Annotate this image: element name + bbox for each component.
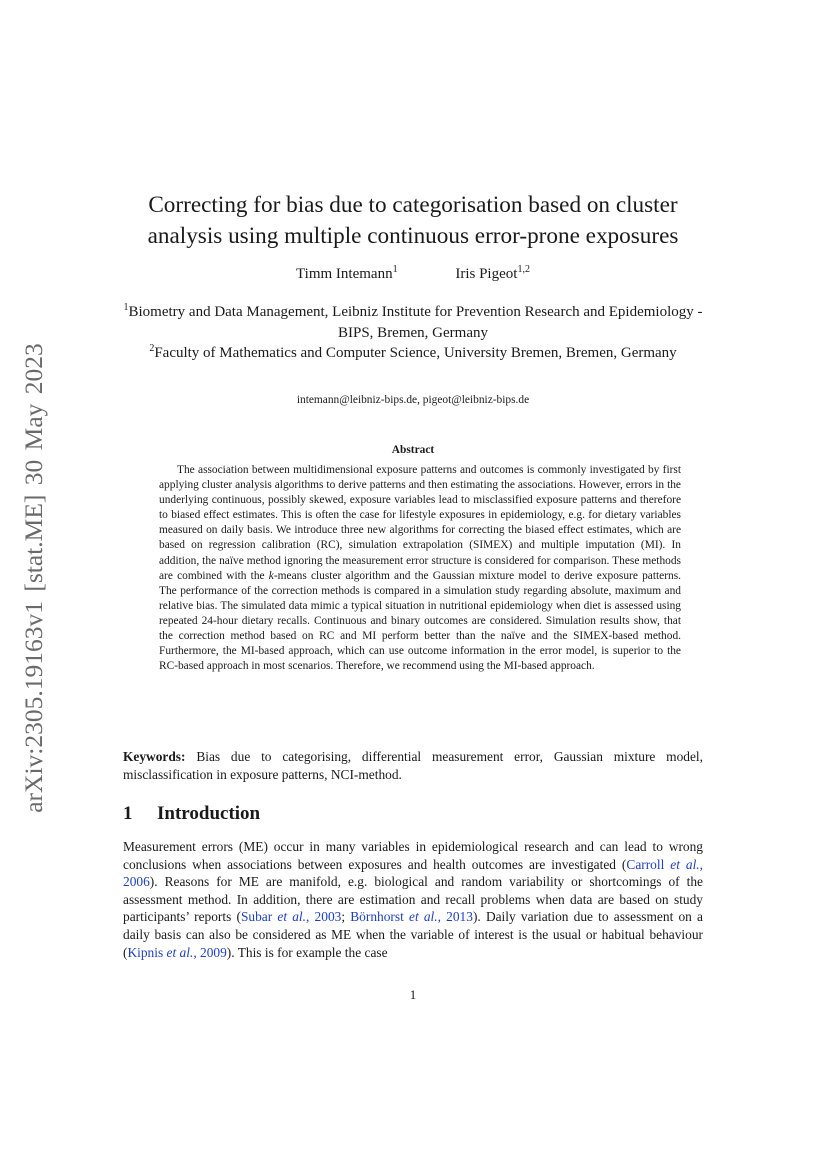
author-1-affil-mark: 1 [392, 264, 398, 275]
section-heading-introduction [123, 803, 703, 825]
affiliation-1-text: Biometry and Data Management, Leibniz Institute for Prevention Research and Epidemiology - BIPS, Bremen, Germany [128, 304, 703, 341]
keywords-text: Bias due to categorising, differential measurement error, Gaussian mixture model, misclassification in exposure patterns, NCI-method. [123, 749, 704, 782]
author-2-affil-mark: 1,2 [517, 264, 530, 275]
affiliation-2-text: Faculty of Mathematics and Computer Science, University Bremen, Bremen, Germany [154, 345, 677, 361]
citation-bornhorst-2013[interactable] [350, 909, 473, 924]
citation-bornhorst-name: Börnhorst [350, 909, 409, 925]
keywords [123, 748, 703, 783]
author-2-name: Iris Pigeot [455, 266, 518, 282]
abstract-text-part-1: The association between multidimensional exposure patterns and outcomes is commonly investigated by first applying cluster analysis algorithms to derive patterns and then estimating the associations. However, errors in the underlying continuous, possibly skewed, exposure variables lead to misclassified exposure patterns and therefore to biased effect estimates. This is often the case for lifestyle exposures in epidemiology, e.g. for dietary variables measured on daily basis. We introduce three new algorithms for correcting the biased effect estimates, which are based on regression calibration (RC), simulation extrapolation (SIMEX) and multiple imputation (MI). In addition, the naïve method ignoring the measurement error structure is considered for comparison. These methods are combined with the [159, 464, 681, 582]
author-emails: intemann@leibniz-bips.de, pigeot@leibniz-bips.de [296, 394, 530, 406]
title-line-1: Correcting for bias due to categorisation based on cluster [148, 192, 678, 218]
intro-text-1: Measurement errors (ME) occur in many variables in epidemiological research and can lead to wrong conclusions when associations between exposures and health outcomes are investigated ( [123, 839, 703, 872]
citation-bornhorst-etal: et al. [409, 909, 438, 925]
citation-subar-2003[interactable] [241, 909, 341, 924]
abstract-text-part-2: -means cluster algorithm and the Gaussian mixture model to derive exposure patterns. The performance of the correction methods is compared in a simulation study regarding absolute, maximum and relative bias. The simulated data mimic a typical situation in nutritional epidemiology when diet is assessed using repeated 24-hour dietary recalls. Continuous and binary outcomes are considered. Simulation results show, that the correction method based on RC and MI perform better than the naïve and the SIMEX-based method. Furthermore, the MI-based approach, which can use outcome information in the error model, is superior to the RC-based approach in most scenarios. Therefore, we recommend using the MI-based approach. [159, 569, 681, 673]
section-title: Introduction [157, 803, 261, 824]
keywords-label: Keywords: [123, 749, 186, 764]
citation-subar-name: Subar [240, 909, 278, 925]
title-line-2: analysis using multiple continuous error-prone exposures [147, 223, 679, 249]
affiliation-2 [123, 343, 703, 364]
affiliation-2-mark: 2 [149, 343, 155, 354]
citation-subar-year: , 2003 [306, 909, 342, 925]
citation-kipnis-name: Kipnis [127, 944, 167, 960]
author-2 [455, 266, 530, 283]
citation-carroll-etal: et al. [670, 856, 700, 872]
author-1-name: Timm Intemann [296, 266, 393, 282]
intro-text-4: ). This is for example the case [226, 944, 388, 960]
citation-kipnis-etal: et al. [166, 944, 194, 960]
author-1 [296, 266, 398, 283]
introduction-paragraph [123, 838, 703, 961]
abstract-k-italic: k [268, 569, 274, 582]
affiliation-1-mark: 1 [123, 302, 129, 313]
affiliations [123, 302, 703, 364]
arxiv-identifier: arXiv:2305.19163v1 [stat.ME] 30 May 2023 [19, 343, 48, 813]
citation-carroll-name: Carroll [626, 856, 671, 872]
citation-carroll-year: , 2006 [123, 856, 703, 890]
intro-text-2: ). Reasons for ME are manifold, e.g. biological and random variability or shortcomings of the assessment method. In addition, there are estimation and recall problems when data are based on study participants’ reports ( [123, 874, 703, 925]
abstract-heading: Abstract [391, 444, 435, 456]
citation-kipnis-year: , 2009 [193, 944, 227, 960]
affiliation-1 [123, 302, 703, 343]
citation-kipnis-2009[interactable] [127, 945, 226, 960]
citation-subar-etal: et al. [277, 909, 307, 925]
author-list [123, 266, 703, 283]
section-number: 1 [123, 803, 133, 824]
page-number: 1 [409, 987, 417, 1002]
citation-separator: ; [341, 909, 351, 925]
arxiv-sidebar [14, 318, 54, 838]
abstract-text [159, 463, 681, 674]
intro-text-3: ). Daily variation due to assessment on a daily basis can also be considered as ME when the variable of interest is the usual or habitual behaviour ( [123, 909, 703, 960]
citation-bornhorst-year: , 2013 [437, 909, 473, 925]
paper-title [123, 190, 703, 252]
